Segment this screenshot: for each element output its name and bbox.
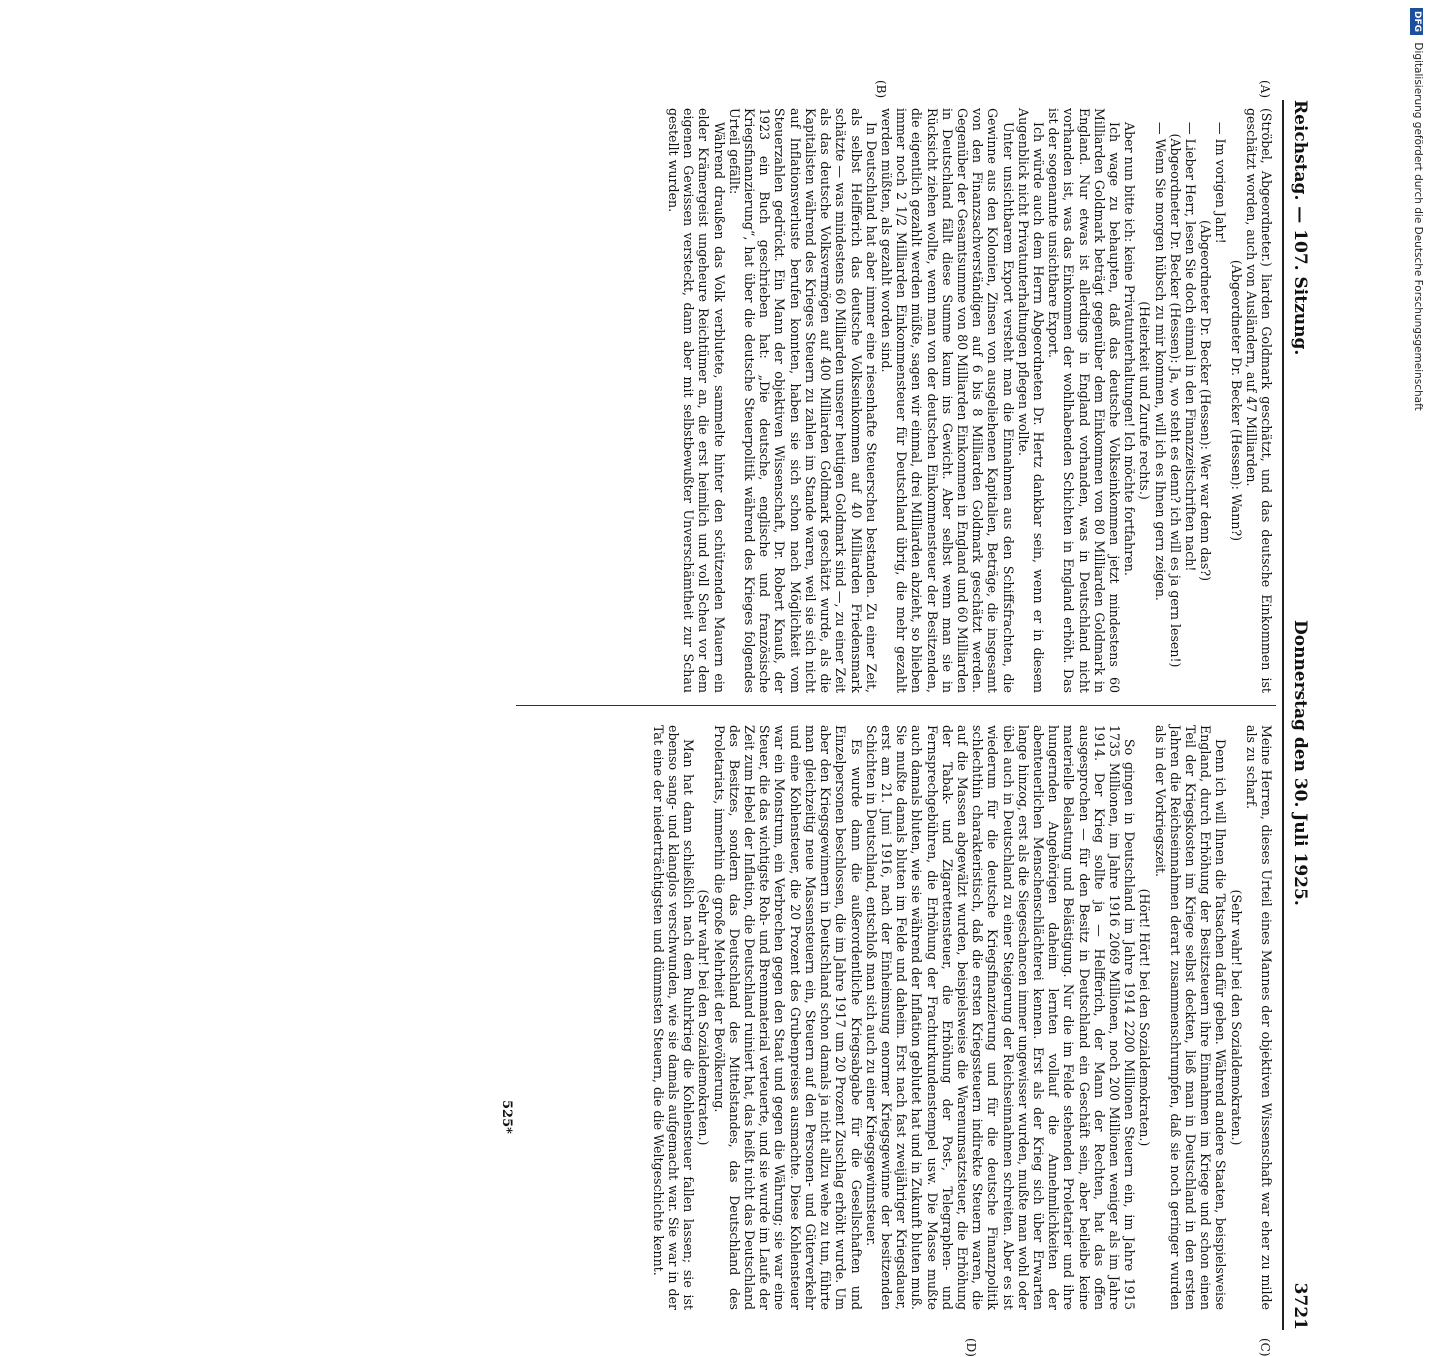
interjection-7: (Heiterkeit und Zurufe rechts.) <box>1137 301 1153 500</box>
margin-mark-d: (D) <box>964 1338 978 1357</box>
dfg-caption-strip <box>1408 8 1428 988</box>
paragraph-5: Es wurde dann die außerordentliche Kriegsabgabe für die Gesellschaften und Einzelpersonen beschlossen, die im Jahre 1917 um 20 Prozent Zuschlag erhöht wurde. Um aber den Kriegsgewinnern in Deutschland schon damals ja nicht allzu wehe zu tun, führte man gleichzeitig neue Massensteuern ein, Steuern auf den Personen- und Güterverkehr und eine Kohlensteuer, die 20 Prozent des Grubenpreises ausmachte. Diese Kohlensteuer war ein Monstrum, ein Verbrechen gegen den Staat und gegen die Währung; sie war eine Steuer, die das wichtigste Roh- und Brennmaterial verteuerte, und sie wurde im Laufe der Zeit zum Hebel der Inflation, die Deutschland ruiniert hat, das heißt nicht das Deutschland des Besitzes, sondern das Deutschland des Mittelstandes, das Deutschland des Proletariats, immerhin die große Mehrheit der Bevölkerung. <box>711 725 864 1310</box>
paragraph-4: So gingen in Deutschland im Jahre 1914 2200 Millionen Steuern ein, im Jahre 1915 1735 Millionen, im Jahre 1916 2069 Millionen, noch 200 Millionen weniger als im Jahre 1914. Der Krieg sollte ja — Helfferich, der Mann der Rechten, hat das offen ausgesprochen — für den Besitz in Deutschland ein Geschäft sein, aber beileibe keine materielle Belastung und Belästigung. Nur die im Felde stehenden Proletarier und ihre hungernden Angehörigen daheim lernten vollauf die Annehmlichkeiten der abenteuerlichen Menschenschlächterei kennen. Erst als der Krieg sich über Erwarten lange hinzog, erst als die Siegeschancen immer ungewisser wurden, mußte man wohl oder übel auch in Deutschland zu einer Steigerung der Reichseinnahmen schreiten. Aber es ist wiederum für die deutsche Kriegsfinanzierung und für die deutsche Finanzpolitik schlechthin charakteristisch, daß die ersten Kriegssteuern indirekte Steuern waren, die auf die Massen abgewälzt wurden, beispielsweise die Warenumsatzsteuer, die Erhöhung der Tabak- und Zigarettensteuer, die Erhöhung der Post-, Telegraphen- und Fernsprechgebühren, die Erhöhung der Frachturkundenstempel usw. Die Masse mußte auch damals bluten, wie sie während der Inflation geblutet hat und in Zukunft bluten muß. Sie mußte damals bluten im Felde und daheim. Erst nach fast zweijähriger Kriegsdauer, erst am 21. Juni 1916, nach der Einheimsung enormer Kriegsgewinne der besitzenden Schichten in Deutschland, entschloß man sich auch zu einer Kriegsgewinnsteuer. <box>863 725 1138 1310</box>
paragraph-9: Ich wage zu behaupten, daß das deutsche Volkseinkommen jetzt mindestens 60 Milliarden Goldmark beträgt gegenüber dem Einkommen von 80 Milliarden Goldmark in England. Nur etwas ist allerdings in England vorhanden, was in Deutschland nicht vorhanden ist, was das Einkommen der wohlhabenden Schichten in England erhöht. Das ist der sogenannte unsichtbare Export. <box>1046 108 1122 693</box>
paragraph-4: — Lieber Herr, lesen Sie doch einmal in den Finanzzeitschriften nach! <box>1182 122 1198 572</box>
margin-mark-b: (B) <box>874 80 888 99</box>
margin-mark-c: (C) <box>1258 1338 1272 1357</box>
paragraph-11: Unter unsichtbarem Export versteht man die Einnahmen aus den Schiffsfrachten, die Gewinne aus den Kolonien, Zinsen von ausgeliehenen Kapitalien, Beträge, die insgesamt von den Finanzsachverständigen auf 6 bis 8 Milliarden Goldmark geschätzt werden. Gegenüber der Gesamtsumme von 80 Milliarden Einkommen in England und 60 Milliarden in Deutschland fällt diese Summe kaum ins Gewicht. Aber selbst wenn man sie in Rücksicht ziehen wollte, wenn man von der deutschen Einkommensteuer der Besitzenden, die eigentlich gezahlt werden müßte, sagen wir einmal, drei Milliarden abzieht, so blieben immer noch 2 1/2 Milliarden Einkommensteuer für Deutschland übrig, die mehr gezahlt werden müßten, als gezahlt worden sind. <box>878 108 1016 693</box>
paragraph-6: — Wenn Sie morgen hübsch zu mir kommen, will ich es Ihnen gern zeigen. <box>1152 122 1168 601</box>
header-left: Reichstag. — 107. Sitzung. <box>1290 100 1310 356</box>
paragraph-2: — Im vorigen Jahr! <box>1213 122 1229 244</box>
footer-signature: 525* <box>499 1100 514 1134</box>
header-date: Donnerstag den 30. Juli 1925. <box>1290 620 1310 906</box>
paragraph-12: In Deutschland hat aber immer eine riesenhafte Steuerscheu bestanden. Zu einer Zeit, als selbst Helfferich das deutsche Volkseinkommen auf 40 Milliarden Friedensmark schätzte — was mindestens 60 Milliarden unserer heutigen Goldmark sind —, zu einer Zeit als das deutsche Volksvermögen auf 400 Milliarden Goldmark geschätzt wurde, als die Kapitalisten während des Krieges Steuern zu zahlen im Stande waren, weil sie sich nicht auf Inflationsverluste berufen konnten, haben sie sich schon nach Möglichkeit vom Steuerzahlen gedrückt. Ein Mann der objektiven Wissenschaft, Dr. Robert Knauß, der 1923 ein Buch geschrieben hat: „Die deutsche, englische und französische Kriegsfinanzierung“, hat über die deutsche Steuerpolitik während des Krieges folgendes Urteil gefällt: <box>726 108 879 693</box>
interjection-1: (Abgeordneter Dr. Becker (Hessen): Wann?) <box>1228 259 1244 542</box>
interjection-3: (Abgeordneter Dr. Becker (Hessen): Wer war denn das?) <box>1198 219 1214 582</box>
paragraph-13: Während draußen das Volk verblutete, sammelte hinter den schützenden Mauern ein elder Krämergeist ungeheure Reichtümer an, die erst heimlich und voll Scheu vor dem eigenen Gewissen versteckt, dann aber mit selbstbewußter Unverschämtheit zur Schau gestellt wurden. <box>666 108 727 693</box>
paragraph-0: Meine Herren, dieses Urteil eines Mannes der objektiven Wissenschaft war eher zu milde als zu scharf. <box>1243 725 1274 1310</box>
dfg-caption: Digitalisierung gefördert durch die Deutsche Forschungsgemeinschaft <box>1412 42 1424 411</box>
paragraph-0: (Ströbel, Abgeordneter.) liarden Goldmark geschätzt, und das deutsche Einkommen ist geschätzt worden, auch von Ausländern, auf 47 Milliarden. <box>1243 108 1274 693</box>
interjection-3: (Hört! Hört! bei den Sozialdemokraten.) <box>1137 888 1153 1147</box>
header-rule <box>1282 100 1284 1330</box>
right-column <box>651 725 1274 1310</box>
paragraph-2: Denn ich will Ihnen die Tatsachen dafür geben. Während andere Staaten, beispielsweise England, durch Erhöhung der Besitzsteuern ihre Einnahmen im Kriege und schon einen Teil der Kriegskosten im Kriege selbst deckten, ließ man in Deutschland in den ersten Jahren die Reichseinnahmen derart zusammenschrumpfen, daß sie noch geringer wurden als in der Vorkriegszeit. <box>1152 725 1229 1310</box>
paragraph-7: Man hat dann schließlich nach dem Ruhrkrieg die Kohlensteuer fallen lassen; sie ist ebenso sang- und klanglos verschwunden, wie sie damals aufgemacht war. Sie war in der Tat eine der niederträchtigsten und dümmsten Steuern, die die Weltgeschichte kennt. <box>650 725 697 1310</box>
left-column <box>666 108 1274 693</box>
rotated-document-page <box>28 60 1318 1357</box>
dfg-sidebar <box>1402 8 1428 988</box>
interjection-5: (Abgeordneter Dr. Becker (Hessen): Ja, wo steht es denn? ich will es ja gern lesen!) <box>1167 133 1183 668</box>
dfg-logo-icon: DFG <box>1410 8 1423 35</box>
page-header <box>1278 100 1318 1330</box>
paragraph-8: Aber nun bitte ich: keine Privatunterhaltungen! Ich möchte fortfahren. <box>1122 122 1138 576</box>
interjection-1: (Sehr wahr! bei den Sozialdemokraten.) <box>1228 889 1244 1146</box>
interjection-6: (Sehr wahr! bei den Sozialdemokraten.) <box>696 889 712 1146</box>
margin-mark-a: (A) <box>1258 80 1272 99</box>
page-number: 3721 <box>1290 1282 1310 1330</box>
paragraph-10: Ich würde auch dem Herrn Abgeordneten Dr. Hertz dankbar sein, wenn er in diesem Augenblick nicht Privatunterhaltungen pflegen wollte. <box>1015 108 1046 693</box>
column-divider <box>516 705 1276 706</box>
